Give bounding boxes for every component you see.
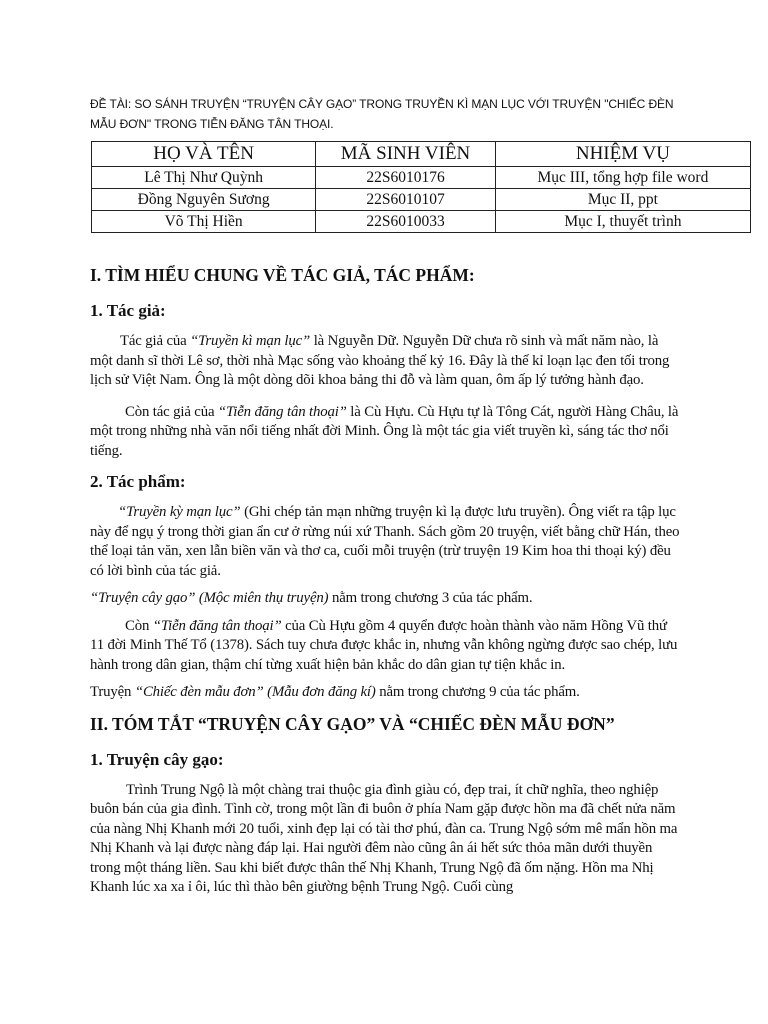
text: là Nguyễn Dữ. Nguyễn Dữ chưa rõ sinh và mất năm nào, là một danh sĩ thời Lê sơ, thời nhà Mạc sống vào khoảng thế kỷ 16. Đây là thế kỉ loạn lạc đen tối trong lịch sử Việt Nam. Ông là một dòng dõi khoa bảng thi đỗ và làm quan, ôm ấp lý tưởng hành đạo. <box>90 333 670 388</box>
cell-name: Võ Thị Hiền <box>92 211 316 233</box>
work-title: “Chiếc đèn mẫu đơn” (Mẫu đơn đăng kí) <box>134 684 376 700</box>
topic-title <box>90 94 690 134</box>
paragraph-work-1 <box>90 503 680 581</box>
header-name: HỌ VÀ TÊN <box>92 142 316 167</box>
work-title: “Tiễn đăng tân thoại” <box>152 617 282 634</box>
text: Truyện <box>90 684 135 700</box>
subsection-author-heading: 1. Tác giả: <box>90 301 166 320</box>
section-1-heading: I. TÌM HIỂU CHUNG VỀ TÁC GIẢ, TÁC PHẨM: <box>90 265 475 285</box>
subsection-work-heading: 2. Tác phẩm: <box>90 472 186 491</box>
text: Còn tác giả của <box>125 403 218 420</box>
cell-name: Đồng Nguyên Sương <box>92 189 316 211</box>
topic-line-1: ĐỀ TÀI: SO SÁNH TRUYỆN “TRUYỆN CÂY GẠO” TRONG TRUYỀN KÌ MẠN LỤC VỚI TRUYỆN "CHIẾC ĐÈN <box>90 97 674 111</box>
cell-student-id: 22S6010107 <box>316 189 496 211</box>
cell-task: Mục I, thuyết trình <box>495 211 750 233</box>
header-student-id: MÃ SINH VIÊN <box>316 142 496 167</box>
work-title: “Truyện cây gạo” (Mộc miên thụ truyện) <box>90 590 329 606</box>
text: Còn <box>125 617 153 634</box>
work-title: “Tiễn đăng tân thoại” <box>217 403 347 420</box>
table-row <box>92 167 751 189</box>
text: nằm trong chương 3 của tác phẩm. <box>328 590 533 606</box>
paragraph-work-4 <box>90 683 680 703</box>
subsection-summary-heading: 1. Truyện cây gạo: <box>90 749 224 769</box>
work-title: “Truyền kì mạn lục” <box>190 333 311 349</box>
member-table <box>91 141 751 233</box>
text: Tác giả của <box>120 333 191 349</box>
cell-student-id: 22S6010176 <box>316 167 496 189</box>
table-row <box>92 211 751 233</box>
text: của Cù Hựu gồm 4 quyển được hoàn thành vào năm Hồng Vũ thứ 11 đời Minh Thế Tổ (1378). Sách tuy chưa được khắc in, nhưng vẫn không ngừng được sao chép, lưu hành trong dân gian, thậm chí từng xuất hiện bản khắc do dân gian tự tiện khắc in. <box>90 617 678 673</box>
table-header-row <box>92 142 751 167</box>
text: nằm trong chương 9 của tác phẩm. <box>375 684 580 700</box>
paragraph-work-3 <box>90 617 680 676</box>
cell-task: Mục II, ppt <box>495 189 750 211</box>
text: là Cù Hựu. Cù Hựu tự là Tông Cát, người Hàng Châu, là một trong những nhà văn nổi tiếng nhất đời Minh. Ông là một tác gia viết truyền kì, sáng tác thơ nổi tiếng. <box>90 403 679 459</box>
paragraph-author-1 <box>90 332 680 391</box>
cell-name: Lê Thị Như Quỳnh <box>92 167 316 189</box>
cell-student-id: 22S6010033 <box>316 211 496 233</box>
table-row <box>92 189 751 211</box>
text: (Ghi chép tản mạn những truyện kì lạ được lưu truyền). Ông viết ra tập lục này để ngụ ý trong thời gian ẩn cư ở rừng núi xứ Thanh. Sách gồm 20 truyện, viết bằng chữ Hán, theo thể loại tản văn, xen lẫn biền văn và thơ ca, cuối mỗi truyện (trừ truyện 19 Kim hoa thi thoại ký) đều có lời bình của tác giả. <box>90 504 680 579</box>
document-body <box>90 262 680 906</box>
paragraph-author-2 <box>90 403 680 462</box>
section-2-heading: II. TÓM TẮT “TRUYỆN CÂY GẠO” VÀ “CHIẾC ĐÈN MẪU ĐƠN” <box>90 713 615 734</box>
paragraph-work-2 <box>90 589 680 609</box>
work-title: “Truyền kỳ mạn lục” <box>118 504 241 520</box>
paragraph-summary-1: Trình Trung Ngộ là một chàng trai thuộc gia đình giàu có, đẹp trai, ít chữ nghĩa, theo nghiệp buôn bán của gia đình. Tình cờ, trong một lần đi buôn ở phía Nam gặp được hồn ma đã chết nửa năm của nàng Nhị Khanh mới 20 tuổi, xinh đẹp lại có tài thơ phú, đàn ca. Trung Ngộ sớm mê mẩn hồn ma Nhị Khanh và lại được nàng đáp lại. Hai người đêm nào cũng ân ái hết sức thỏa mãn dưới thuyền trong một tháng liền. Sau khi biết được thân thế Nhị Khanh, Trung Ngộ đã ốm nặng. Hồn ma Nhị Khanh lúc xa xa ỉ ôi, lúc thì thào bên giường bệnh Trung Ngộ. Cuối cùng <box>90 781 678 895</box>
cell-task: Mục III, tổng hợp file word <box>495 167 750 189</box>
topic-line-2: MẪU ĐƠN" TRONG TIỄN ĐĂNG TÂN THOẠI. <box>90 117 334 131</box>
header-task: NHIỆM VỤ <box>495 142 750 167</box>
